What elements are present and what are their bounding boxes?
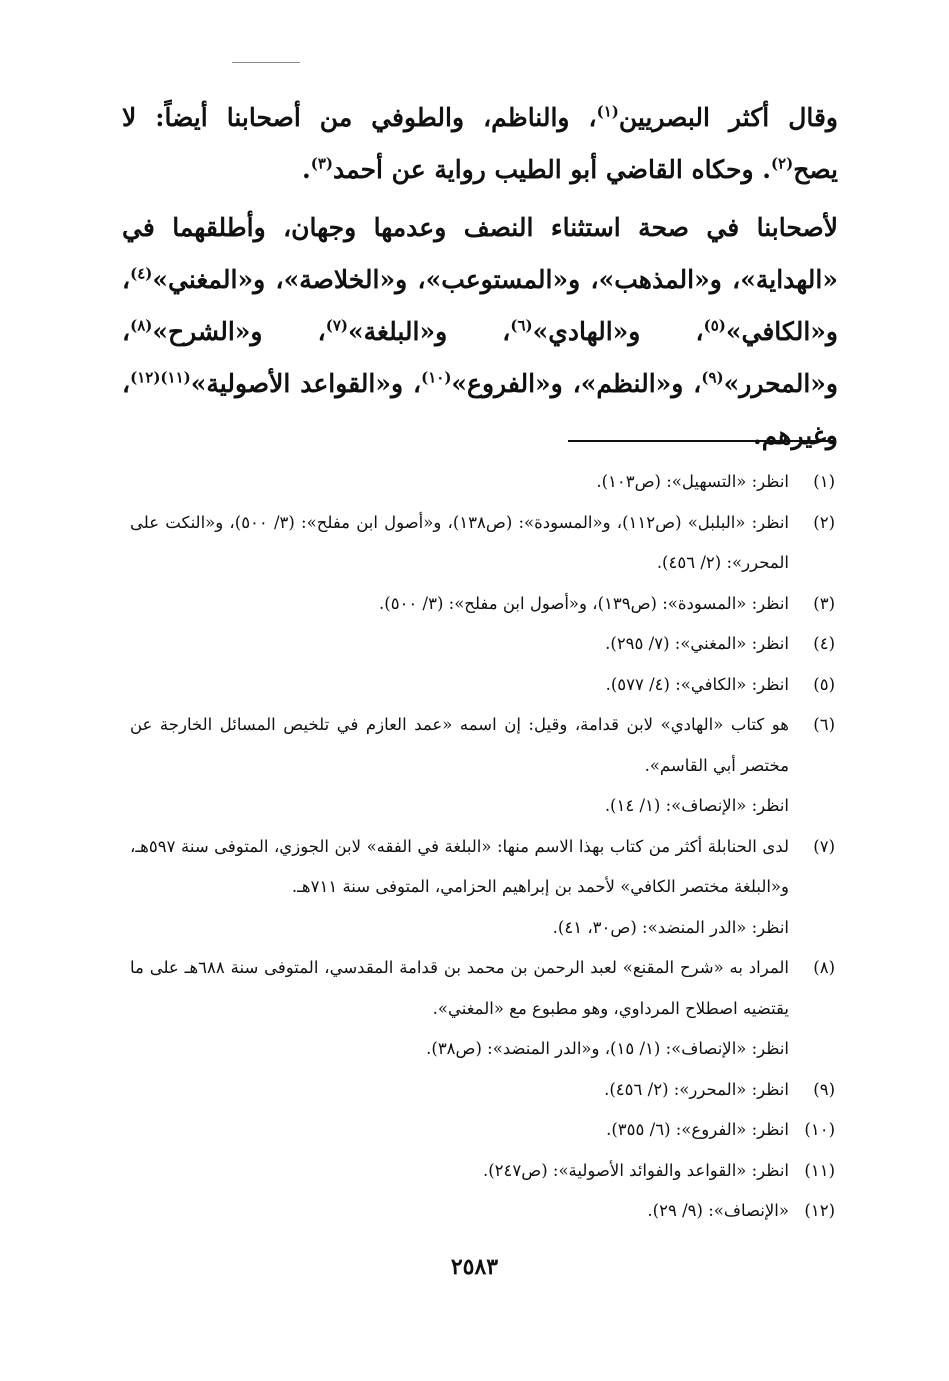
footnote-item — [130, 1070, 835, 1111]
paragraph-1 — [122, 92, 838, 196]
text-run: ، وغيرهم. — [122, 369, 838, 450]
footnote-line: انظر: «المغني»: (٧/ ٢٩٥). — [605, 634, 789, 653]
footnote-number: (٧) — [813, 836, 835, 856]
footnote-number: (٥) — [813, 674, 835, 694]
footnote-line: انظر: «الإنصاف»: (١/ ١٥)، و«الدر المنضد»: (ص٣٨). — [426, 1039, 789, 1058]
footnote-item — [130, 1110, 835, 1151]
footnote-body — [130, 503, 789, 584]
text-run: ، و«البلغة» — [347, 317, 511, 346]
footnote-ref[interactable]: (٧) — [325, 316, 348, 335]
page-number: ٢٥٨٣ — [450, 1254, 499, 1280]
footnote-number: (١٢) — [804, 1201, 835, 1220]
text-run: ، و«الهادي» — [532, 317, 704, 346]
footnote-line: انظر: «القواعد والفوائد الأصولية»: (ص٢٤٧). — [482, 1160, 789, 1180]
footnote-ref[interactable]: (٢) — [770, 154, 794, 173]
footnote-body — [130, 827, 789, 949]
footnote-body — [130, 948, 789, 1070]
footnote-line: انظر: «المسودة»: (ص١٣٩)، و«أصول ابن مفلح»: (٣/ ٥٠٠). — [379, 593, 789, 613]
footnote-line: انظر: «المحرر»: (٢/ ٤٥٦). — [604, 1079, 789, 1099]
footnote-line: انظر: «الإنصاف»: (١/ ١٤). — [604, 796, 789, 815]
footnote-ref[interactable]: (٦) — [510, 316, 533, 335]
footnote-body — [130, 1151, 789, 1192]
footnote-ref[interactable]: (٨) — [130, 316, 153, 335]
footnote-line: انظر: «التسهيل»: (ص١٠٣). — [596, 472, 789, 491]
footnote-item — [130, 503, 835, 584]
text-run: ، و«النظم»، و«الفروع» — [451, 369, 702, 398]
footnote-item — [130, 624, 835, 665]
footnote-body — [130, 462, 789, 503]
main-text — [122, 92, 838, 462]
paragraph-2 — [122, 202, 838, 462]
footnote-line: هو كتاب «الهادي» لابن قدامة، وقيل: إن اسمه «عمد العازم في تلخيص المسائل الخارجة عن مختصر أبي القاسم». — [130, 715, 789, 775]
footnote-item — [130, 584, 835, 625]
footnote-ref[interactable]: (٤) — [130, 264, 153, 283]
header-rule — [232, 62, 300, 63]
footnote-body — [130, 1191, 789, 1232]
footnote-body — [130, 584, 789, 625]
text-run: ، و«القواعد الأصولية» — [190, 369, 422, 398]
footnote-line: انظر: «الدر المنضد»: (ص٣٠، ٤١). — [552, 917, 789, 937]
footnote-line: «الإنصاف»: (٩/ ٢٩). — [647, 1201, 789, 1220]
footnote-line: لدى الحنابلة أكثر من كتاب بهذا الاسم منها: «البلغة في الفقه» لابن الجوزي، المتوفى سنة ٥٩٧هـ، و«البلغة مختصر الكافي» لأحمد بن إبراهيم الحزامي، المتوفى سنة ٧١١هـ. — [130, 836, 789, 896]
text-run: ، و«الشرح» — [152, 317, 326, 346]
footnote-line: المراد به «شرح المقنع» لعبد الرحمن بن محمد بن قدامة المقدسي، المتوفى سنة ٦٨٨هـ على ما يقتضيه اصطلاح المرداوي، وهو مطبوع مع «المغني». — [130, 958, 789, 1018]
footnote-number: (٤) — [813, 634, 835, 653]
footnote-ref[interactable]: (١) — [596, 102, 619, 121]
footnote-body — [130, 1070, 789, 1111]
footnote-ref[interactable]: (٥) — [703, 316, 726, 335]
footnote-line: انظر: «الفروع»: (٦/ ٣٥٥). — [606, 1120, 789, 1139]
footnote-ref[interactable]: (٩) — [701, 368, 724, 387]
footnote-item — [130, 665, 835, 706]
footnote-number: (١) — [813, 472, 835, 491]
footnote-ref[interactable]: (١١)(١٢) — [130, 368, 191, 387]
footnote-number: (١٠) — [804, 1120, 835, 1139]
footnote-item — [130, 462, 835, 503]
text-run: ، و«الكافي» — [122, 265, 838, 346]
footnote-number: (٣) — [813, 593, 835, 613]
footnote-body — [130, 705, 789, 827]
footnotes-section — [130, 462, 835, 1232]
footnote-item — [130, 948, 835, 1070]
footnote-item — [130, 827, 835, 949]
footnote-number: (٢) — [813, 512, 835, 532]
footnote-body — [130, 624, 789, 665]
footnote-number: (٦) — [813, 715, 835, 734]
footnote-number: (١١) — [804, 1160, 835, 1180]
footnote-number: (٨) — [813, 958, 835, 977]
footnote-line: انظر: «البلبل» (ص١١٢)، و«المسودة»: (ص١٣٨)، و«أصول ابن مفلح»: (٣/ ٥٠٠)، و«النكت على المحرر»: (٢/ ٤٥٦). — [130, 512, 789, 572]
text-run: . — [302, 155, 311, 184]
footnote-body — [130, 1110, 789, 1151]
footnote-item — [130, 705, 835, 827]
footnote-ref[interactable]: (١٠) — [421, 368, 452, 387]
text-run: وقال أكثر البصريين — [618, 103, 838, 132]
footnote-item — [130, 1191, 835, 1232]
footnote-ref[interactable]: (٣) — [310, 154, 333, 173]
footnote-body — [130, 665, 789, 706]
text-run: ، والناظم، والطوفي من أصحابنا أيضاً: لا يصح — [122, 103, 838, 184]
footnote-item — [130, 1151, 835, 1192]
text-run: . وحكاه القاضي أبو الطيب رواية عن أحمد — [333, 155, 771, 184]
text-run: لأصحابنا في صحة استثناء النصف وعدمها وجهان، وأطلقهما في «الهداية»، و«المذهب»، و«المستوعب»، و«الخلاصة»، و«المغني» — [122, 213, 838, 294]
footnote-number: (٩) — [813, 1079, 835, 1099]
footnote-line: انظر: «الكافي»: (٤/ ٥٧٧). — [605, 674, 789, 694]
footnote-separator — [568, 440, 834, 442]
text-run: ، و«المحرر» — [122, 317, 838, 398]
